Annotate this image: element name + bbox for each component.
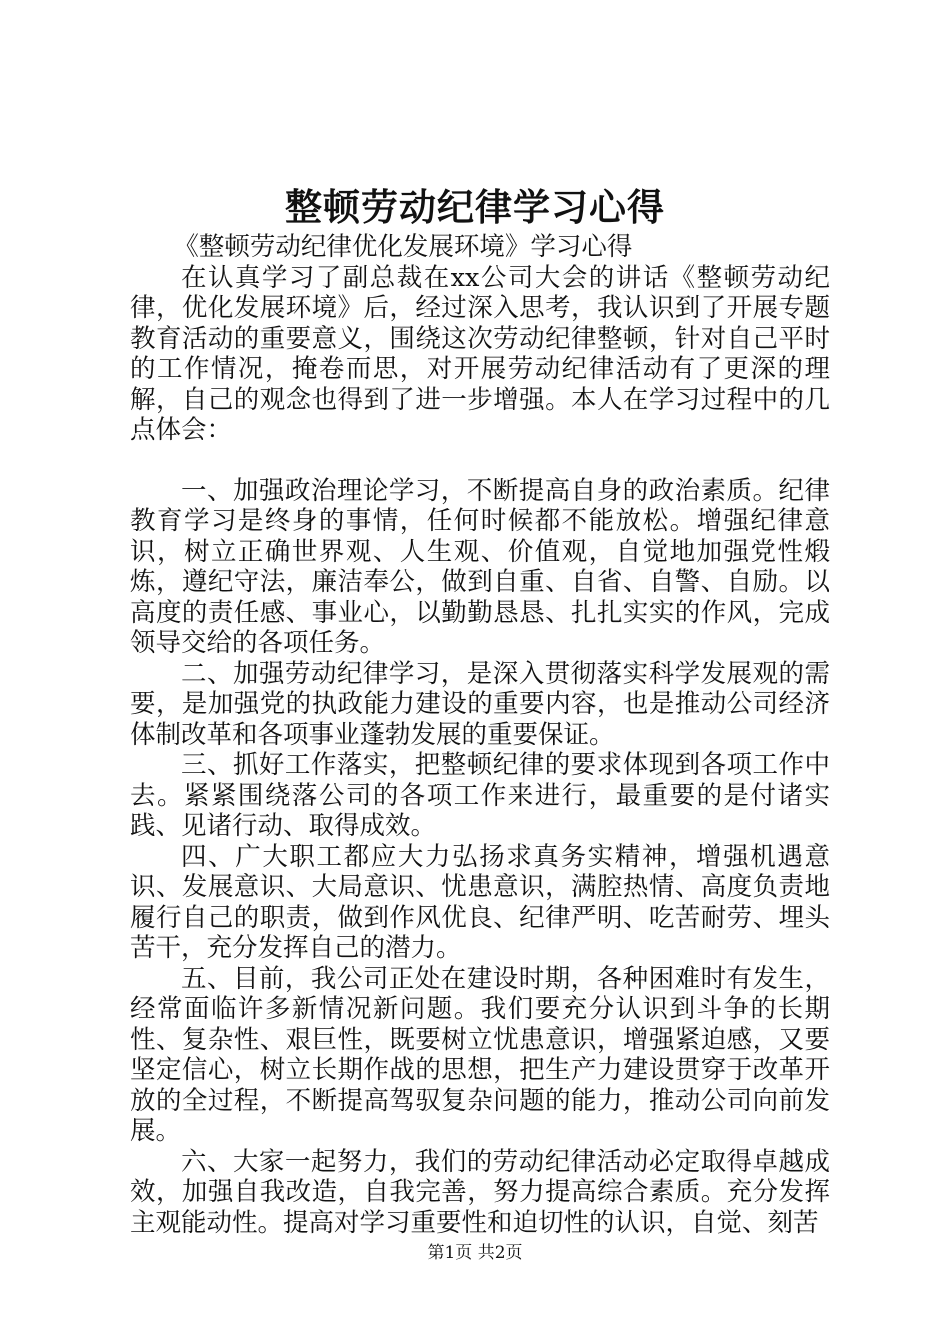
paragraph-point-2: 二、加强劳动纪律学习，是深入贯彻落实科学发展观的需要，是加强党的执政能力建设的重要内容，也是推动公司经济体制改革和各项事业蓬勃发展的重要保证。 — [130, 658, 830, 750]
document-title: 整顿劳动纪律学习心得 — [285, 185, 665, 229]
page-footer: 第1页 共2页 — [427, 1243, 523, 1263]
document-subtitle: 《整顿劳动纪律优化发展环境》学习心得 — [173, 232, 633, 262]
document-body — [130, 232, 830, 1238]
paragraph-point-6: 六、大家一起努力，我们的劳动纪律活动必定取得卓越成效，加强自我改造，自我完善，努力提高综合素质。充分发挥主观能动性。提高对学习重要性和迫切性的认识，自觉、刻苦 — [130, 1146, 830, 1238]
paragraph-point-4: 四、广大职工都应大力弘扬求真务实精神，增强机遇意识、发展意识、大局意识、忧患意识，满腔热情、高度负责地履行自己的职责，做到作风优良、纪律严明、吃苦耐劳、埋头苦干，充分发挥自己的潜力。 — [130, 841, 830, 963]
paragraph-point-3: 三、抓好工作落实，把整顿纪律的要求体现到各项工作中去。紧紧围绕落公司的各项工作来进行，最重要的是付诸实践、见诸行动、取得成效。 — [130, 750, 830, 841]
paragraph-intro: 在认真学习了副总裁在xx公司大会的讲话《整顿劳动纪律，优化发展环境》后，经过深入思考，我认识到了开展专题教育活动的重要意义，围绕这次劳动纪律整顿，针对自己平时的工作情况，掩卷而思，对开展劳动纪律活动有了更深的理解，自己的观念也得到了进一步增强。本人在学习过程中的几点体会： — [130, 262, 830, 445]
paragraph-point-1: 一、加强政治理论学习，不断提高自身的政治素质。纪律教育学习是终身的事情，任何时候都不能放松。增强纪律意识，树立正确世界观、人生观、价值观，自觉地加强党性煅炼，遵纪守法，廉洁奉公，做到自重、自省、自警、自励。以高度的责任感、事业心，以勤勤恳恳、扎扎实实的作风，完成领导交给的各项任务。 — [130, 475, 830, 658]
paragraph-point-5: 五、目前，我公司正处在建设时期，各种困难时有发生，经常面临许多新情况新问题。我们要充分认识到斗争的长期性、复杂性、艰巨性，既要树立忧患意识，增强紧迫感，又要坚定信心，树立长期作战的思想，把生产力建设贯穿于改革开放的全过程，不断提高驾驭复杂问题的能力，推动公司向前发展。 — [130, 963, 830, 1146]
